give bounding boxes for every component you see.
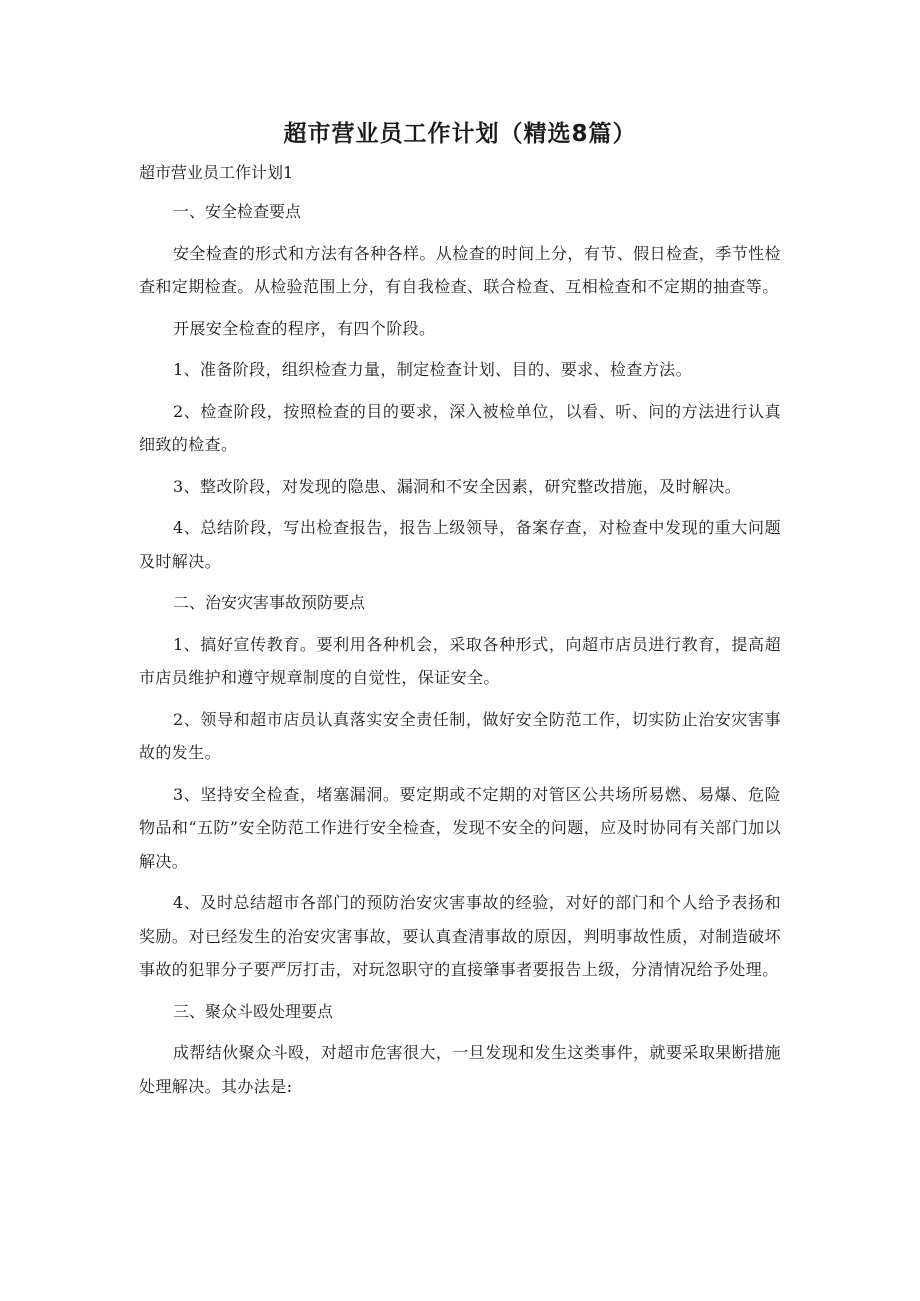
- paragraph: 2、检查阶段，按照检查的目的要求，深入被检单位，以看、听、问的方法进行认真细致的检查。: [139, 401, 781, 454]
- paragraph: 开展安全检查的程序，有四个阶段。: [173, 318, 436, 338]
- section-heading-2: 二、治安灾害事故预防要点: [173, 593, 366, 612]
- paragraph: 3、整改阶段，对发现的隐患、漏洞和不安全因素，研究整改措施，及时解决。: [173, 476, 742, 496]
- document-title: 超市营业员工作计划（精选8篇）: [283, 121, 637, 147]
- paragraph: 成帮结伙聚众斗殴，对超市危害很大，一旦发现和发生这类事件，就要采取果断措施处理解决。其办法是:: [139, 1043, 781, 1096]
- document-body: [139, 195, 781, 1111]
- paragraph: 2、领导和超市店员认真落实安全责任制，做好安全防范工作，切实防止治安灾害事故的发生。: [139, 709, 781, 762]
- section-subtitle: 超市营业员工作计划1: [139, 163, 294, 182]
- section-heading-3: 三、聚众斗殴处理要点: [173, 1001, 334, 1021]
- paragraph: 1、搞好宣传教育。要利用各种机会，采取各种形式，向超市店员进行教育，提高超市店员维护和遵守规章制度的自觉性，保证安全。: [139, 634, 781, 687]
- paragraph: 4、及时总结超市各部门的预防治安灾害事故的经验，对好的部门和个人给予表扬和奖励。对已经发生的治安灾害事故，要认真查清事故的原因，判明事故性质，对制造破坏事故的犯罪分子要严厉打击，对玩忽职守的直接肇事者要报告上级，分清情况给予处理。: [139, 893, 781, 979]
- paragraph: 3、坚持安全检查，堵塞漏洞。要定期或不定期的对管区公共场所易燃、易爆、危险物品和“五防”安全防范工作进行安全检查，发现不安全的问题，应及时协同有关部门加以解决。: [139, 784, 781, 871]
- paragraph: 安全检查的形式和方法有各种各样。从检查的时间上分，有节、假日检查，季节性检查和定期检查。从检验范围上分，有自我检查、联合检查、互相检查和不定期的抽查等。: [139, 243, 781, 296]
- paragraph: 4、总结阶段，写出检查报告，报告上级领导，备案存查，对检查中发现的重大问题及时解决。: [139, 518, 781, 571]
- section-heading-1: 一、安全检查要点: [173, 202, 302, 221]
- paragraph: 1、准备阶段，组织检查力量，制定检查计划、目的、要求、检查方法。: [173, 360, 692, 379]
